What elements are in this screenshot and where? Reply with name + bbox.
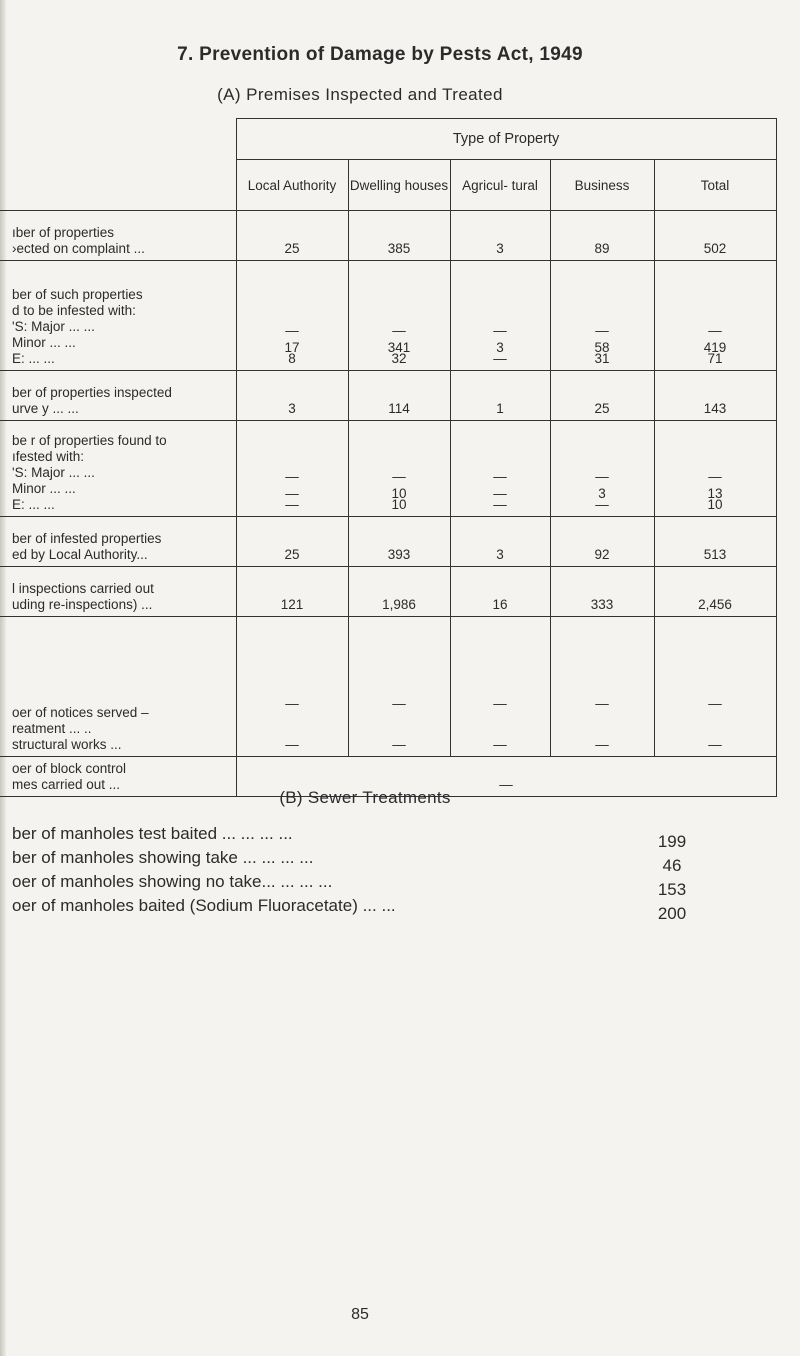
cell-value (654, 617, 776, 757)
cell-value-line: 341 (387, 340, 411, 355)
row-label-line: 'S: Major ... ... (12, 465, 95, 480)
cell-value-line: — (595, 469, 609, 484)
table-row (0, 211, 776, 261)
cell-value-line: — (493, 486, 507, 501)
column-header: Total (654, 160, 776, 211)
cell-value-line: 71 (707, 351, 723, 366)
row-label-line: Minor ... ... (12, 335, 76, 350)
cell-value-line: — (595, 497, 609, 512)
cell-value-line: 385 (387, 241, 411, 256)
cell-value (654, 517, 776, 567)
page-title: 7. Prevention of Damage by Pests Act, 1949 (177, 44, 583, 65)
cell-value-line: 10 (707, 497, 723, 512)
row-label (0, 617, 236, 757)
page-number: 85 (351, 1306, 369, 1323)
cell-value-line: 393 (387, 547, 411, 562)
cell-value-line: 502 (703, 241, 727, 256)
block-control-value: — (236, 757, 776, 797)
cell-value-line: — (708, 323, 722, 338)
cell-value-line: 3 (598, 486, 606, 501)
cell-value (450, 371, 550, 421)
cell-value (450, 211, 550, 261)
cell-value-line: 25 (284, 241, 300, 256)
table-row (0, 261, 776, 371)
cell-value-line: — (392, 323, 406, 338)
cell-value (450, 617, 550, 757)
row-label (0, 211, 236, 261)
cell-value (236, 371, 348, 421)
row-label-line: oer of notices served – (12, 705, 149, 720)
cell-value-line: — (493, 469, 507, 484)
sewer-item-value: 199 (657, 832, 687, 851)
cell-value-line: 3 (288, 401, 296, 416)
cell-value-line: 31 (594, 351, 610, 366)
cell-value-line: — (493, 497, 507, 512)
row-label-line: mes carried out ... (12, 777, 121, 792)
row-label-line: structural works ... (12, 737, 122, 752)
cell-value-line: 513 (703, 547, 727, 562)
sewer-item (12, 894, 702, 923)
row-label-line: oer of block control (12, 761, 127, 776)
table-row (0, 567, 776, 617)
column-header: Business (550, 160, 654, 211)
row-label-line: be r of properties found to (12, 433, 167, 448)
cell-value-line: 114 (388, 401, 410, 416)
cell-value (348, 617, 450, 757)
cell-value (654, 261, 776, 371)
cell-value (450, 517, 550, 567)
table-row (0, 617, 776, 757)
cell-value (654, 567, 776, 617)
cell-value-line: 143 (703, 401, 727, 416)
cell-value-line: — (285, 323, 299, 338)
table-row (0, 421, 776, 517)
cell-value-line: — (285, 486, 299, 501)
cell-value-line: 58 (594, 340, 610, 355)
table-row (0, 371, 776, 421)
row-label-line: d to be infested with: (12, 303, 136, 318)
cell-value (236, 211, 348, 261)
row-label (0, 421, 236, 517)
cell-value-line: 333 (590, 597, 614, 612)
row-label-line: 'S: Major ... ... (12, 319, 95, 334)
type-of-property-header: Type of Property (236, 119, 776, 160)
row-label (0, 517, 236, 567)
cell-value (348, 261, 450, 371)
cell-value (236, 517, 348, 567)
cell-value (450, 567, 550, 617)
row-label (0, 261, 236, 371)
cell-value (236, 617, 348, 757)
row-label-line: ber of properties inspected (12, 385, 172, 400)
column-header: Agricul- tural (450, 160, 550, 211)
cell-value-line: — (392, 737, 406, 752)
sewer-item-label: oer of manholes baited (Sodium Fluoracetate) ... ... (12, 896, 396, 915)
sewer-item-value: 153 (657, 880, 687, 899)
row-label-line: ıfested with: (12, 449, 85, 464)
section-b-title: (B) Sewer Treatments (279, 788, 451, 807)
sewer-item-value: 200 (657, 904, 687, 923)
cell-value (348, 371, 450, 421)
cell-value-line: — (285, 696, 299, 711)
sewer-item-label: ber of manholes test baited ... ... ... ... (12, 824, 293, 843)
sewer-item-label: ber of manholes showing take ... ... ... ... (12, 848, 314, 867)
column-header: Local Authority (236, 160, 348, 211)
cell-value-line: 121 (280, 597, 304, 612)
row-label-line: urve y ... ... (12, 401, 79, 416)
cell-value (654, 211, 776, 261)
cell-value (550, 371, 654, 421)
cell-value (348, 517, 450, 567)
cell-value-line: 3 (496, 547, 504, 562)
cell-value-line: — (595, 696, 609, 711)
column-header: Dwelling houses (348, 160, 450, 211)
cell-value (550, 567, 654, 617)
sewer-item-label: oer of manholes showing no take... ... ... ... (12, 872, 333, 891)
cell-value (654, 371, 776, 421)
cell-value (550, 211, 654, 261)
cell-value (550, 421, 654, 517)
row-label-line: ber of infested properties (12, 531, 162, 546)
row-label-line: ›ected on complaint ... (12, 241, 145, 256)
premises-table (0, 118, 777, 797)
cell-value-line: 1,986 (382, 597, 416, 612)
cell-value-line: — (285, 469, 299, 484)
cell-value-line: 3 (496, 340, 504, 355)
cell-value-line: 3 (496, 241, 504, 256)
cell-value-line: 16 (492, 597, 508, 612)
cell-value (348, 421, 450, 517)
cell-value-line: 25 (594, 401, 610, 416)
sewer-treatments-list (12, 822, 702, 923)
cell-value-line: 13 (707, 486, 723, 501)
cell-value-line: 419 (703, 340, 727, 355)
sewer-item (12, 870, 702, 899)
cell-value (450, 421, 550, 517)
cell-value-line: 92 (594, 547, 610, 562)
cell-value-line: 25 (284, 547, 300, 562)
cell-value (236, 261, 348, 371)
cell-value (236, 567, 348, 617)
cell-value-line: 8 (288, 351, 296, 366)
cell-value (236, 421, 348, 517)
cell-value (450, 261, 550, 371)
cell-value-line: 1 (496, 401, 504, 416)
row-label-line: ıber of properties (12, 225, 115, 240)
cell-value-line: 2,456 (698, 597, 732, 612)
cell-value (654, 421, 776, 517)
cell-value-line: — (493, 737, 507, 752)
cell-value-line: — (493, 696, 507, 711)
row-label-line: l inspections carried out (12, 581, 154, 596)
cell-value-line: — (708, 469, 722, 484)
cell-value-line: 89 (594, 241, 610, 256)
section-a-title: (A) Premises Inspected and Treated (217, 85, 503, 104)
cell-value-line: — (285, 737, 299, 752)
row-label-line: uding re-inspections) ... (12, 597, 153, 612)
table-corner (0, 119, 236, 211)
cell-value-line: — (285, 497, 299, 512)
cell-value (348, 211, 450, 261)
row-label (0, 567, 236, 617)
cell-value-line: — (595, 323, 609, 338)
cell-value (550, 261, 654, 371)
cell-value-line: — (708, 737, 722, 752)
row-label-line: ber of such properties (12, 287, 143, 302)
row-label (0, 371, 236, 421)
cell-value (550, 617, 654, 757)
cell-value-line: — (493, 351, 507, 366)
sewer-item-value: 46 (662, 856, 682, 875)
cell-value-line: — (392, 696, 406, 711)
row-label-line: E: ... ... (12, 351, 55, 366)
cell-value-line: — (392, 469, 406, 484)
cell-value-line: — (708, 696, 722, 711)
row-label-line: Minor ... ... (12, 481, 76, 496)
row-label-line: reatment ... .. (12, 721, 92, 736)
cell-value (348, 567, 450, 617)
cell-value-line: 32 (391, 351, 407, 366)
sewer-item (12, 846, 702, 875)
sewer-item (12, 822, 702, 851)
table-row (0, 517, 776, 567)
cell-value-line: — (595, 737, 609, 752)
row-label-line: E: ... ... (12, 497, 55, 512)
cell-value-line: 10 (391, 486, 407, 501)
table-body (0, 211, 776, 797)
row-label-line: ed by Local Authority... (12, 547, 148, 562)
cell-value-line: — (493, 323, 507, 338)
cell-value-line: 17 (284, 340, 300, 355)
cell-value-line: 10 (391, 497, 407, 512)
cell-value (550, 517, 654, 567)
